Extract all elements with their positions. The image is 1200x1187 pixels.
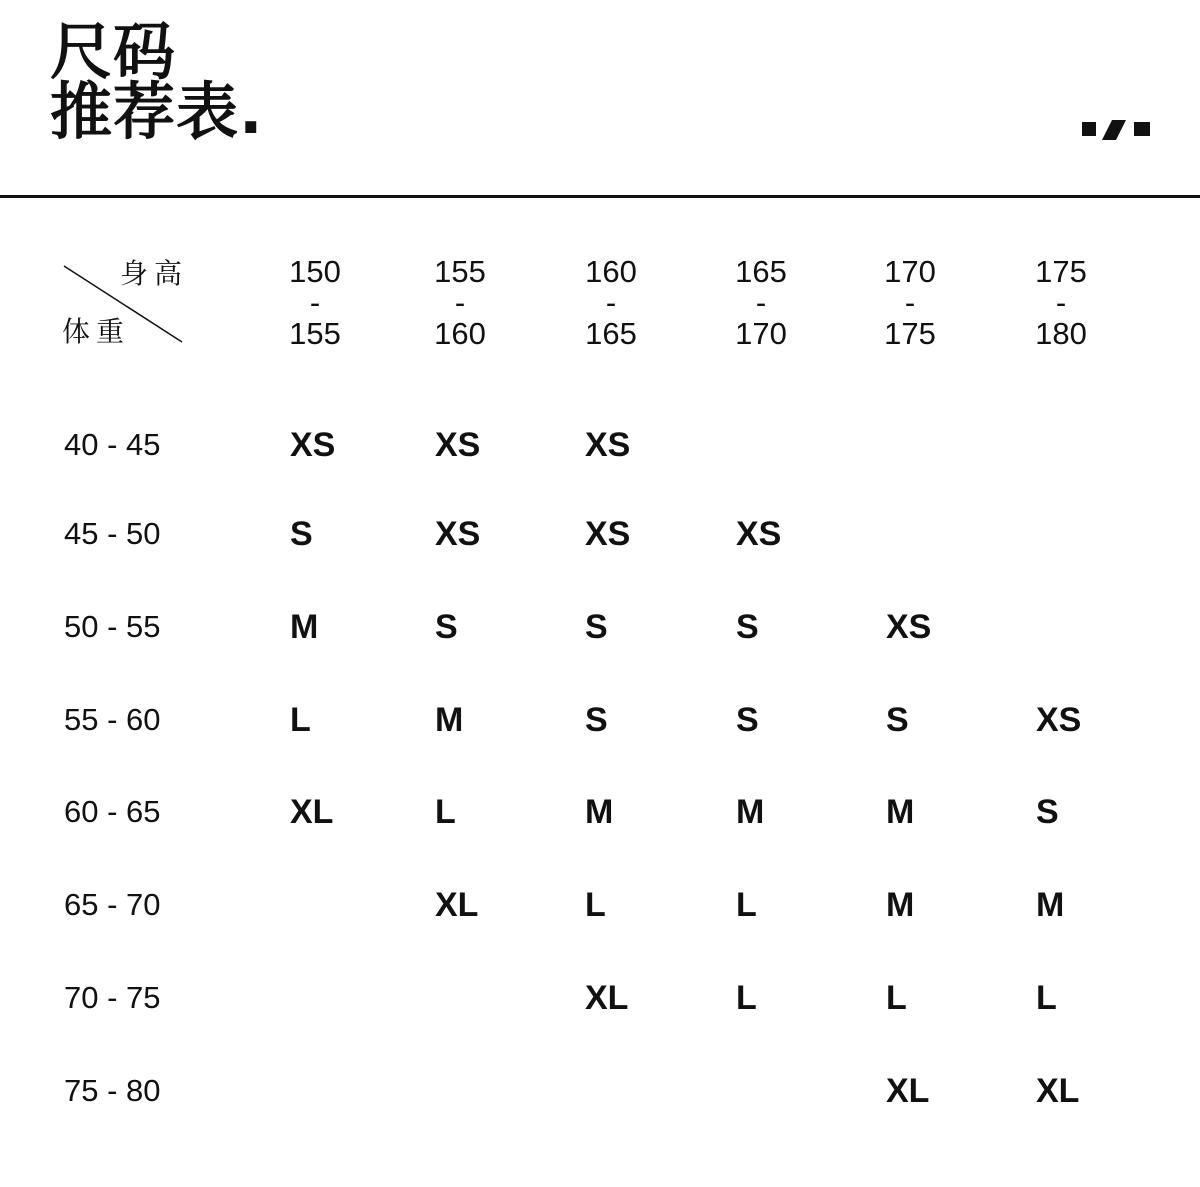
size-cell: XL (1036, 1072, 1080, 1110)
size-cell: L (736, 886, 757, 924)
size-cell: XS (1036, 701, 1082, 739)
table-corner-header (62, 257, 189, 348)
size-cell: M (290, 608, 319, 646)
size-cell: XS (290, 426, 336, 464)
size-cell: XL (886, 1072, 930, 1110)
height-range-separator: - (309, 285, 321, 320)
weight-row-label: 55 - 60 (64, 702, 161, 737)
height-range-separator: - (1055, 285, 1067, 320)
size-cell: XS (886, 608, 932, 646)
height-range-separator: - (605, 285, 617, 320)
size-cell: S (736, 608, 759, 646)
size-cell: S (886, 701, 909, 739)
size-cell: L (886, 979, 907, 1017)
weight-row-label: 75 - 80 (64, 1073, 161, 1108)
height-range-separator: - (904, 285, 916, 320)
weight-row-label: 65 - 70 (64, 887, 161, 922)
size-cell: L (435, 793, 456, 831)
size-cell: L (1036, 979, 1057, 1017)
size-cell: XS (435, 426, 481, 464)
size-cell: S (585, 608, 608, 646)
size-cell: XL (435, 886, 479, 924)
size-cell: M (736, 793, 765, 831)
height-column-header (855, 256, 965, 350)
size-cell: S (435, 608, 458, 646)
size-cell: XS (435, 515, 481, 553)
height-range-from: 160 (585, 254, 637, 289)
size-cell: L (585, 886, 606, 924)
height-column-header (556, 256, 666, 350)
header-divider (0, 195, 1200, 198)
height-range-to: 165 (585, 316, 637, 351)
height-range-from: 150 (289, 254, 341, 289)
title-line-1: 尺码 (50, 15, 177, 88)
weight-axis-label: 体重 (62, 315, 131, 348)
size-cell: M (886, 886, 915, 924)
height-range-from: 155 (434, 254, 486, 289)
size-cell: XS (585, 515, 631, 553)
height-range-from: 175 (1035, 254, 1087, 289)
height-range-to: 170 (735, 316, 787, 351)
size-cell: XS (585, 426, 631, 464)
height-axis-label: 身高 (120, 257, 189, 290)
height-range-separator: - (454, 285, 466, 320)
weight-row-label: 40 - 45 (64, 427, 161, 462)
height-column-header (260, 256, 370, 350)
weight-row-label: 50 - 55 (64, 609, 161, 644)
height-column-header (405, 256, 515, 350)
size-cell: S (585, 701, 608, 739)
height-range-from: 170 (884, 254, 936, 289)
size-cell: XL (290, 793, 334, 831)
weight-row-label: 70 - 75 (64, 980, 161, 1015)
height-range-to: 175 (884, 316, 936, 351)
size-cell: M (435, 701, 464, 739)
size-cell: XL (585, 979, 629, 1017)
title-line-2: 推荐表. (50, 75, 264, 148)
height-range-to: 155 (289, 316, 341, 351)
size-cell: M (1036, 886, 1065, 924)
height-range-to: 180 (1035, 316, 1087, 351)
page-title (50, 15, 264, 148)
height-range-separator: - (755, 285, 767, 320)
size-cell: L (290, 701, 311, 739)
size-cell: S (736, 701, 759, 739)
size-cell: XS (736, 515, 782, 553)
height-range-to: 160 (434, 316, 486, 351)
weight-row-label: 60 - 65 (64, 794, 161, 829)
size-cell: S (290, 515, 313, 553)
size-cell: M (886, 793, 915, 831)
height-range-from: 165 (735, 254, 787, 289)
height-column-header (1006, 256, 1116, 350)
size-cell: S (1036, 793, 1059, 831)
size-cell: M (585, 793, 614, 831)
weight-row-label: 45 - 50 (64, 516, 161, 551)
brand-slash-logo-icon (1080, 116, 1152, 142)
size-cell: L (736, 979, 757, 1017)
height-column-header (706, 256, 816, 350)
